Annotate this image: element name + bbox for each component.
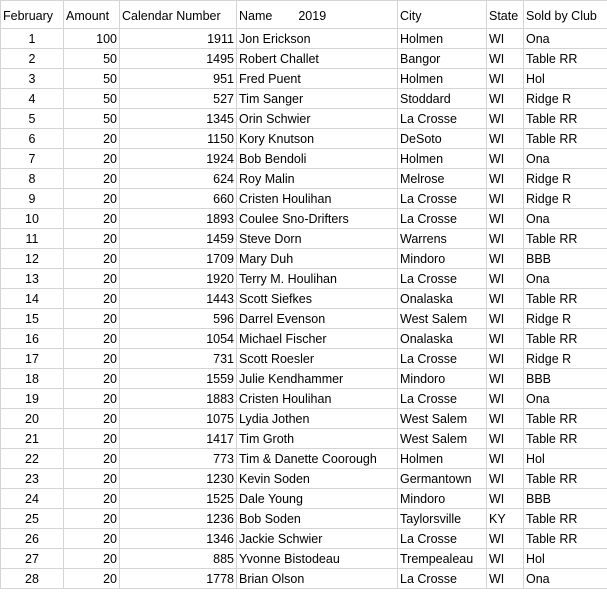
- cell-name[interactable]: Robert Challet: [237, 49, 398, 69]
- table-body: [1, 29, 607, 589]
- cell-city[interactable]: Stoddard: [398, 89, 487, 109]
- cell-state[interactable]: WI: [487, 109, 524, 129]
- cell-calendar-number[interactable]: 1459: [120, 229, 237, 249]
- cell-city[interactable]: Holmen: [398, 149, 487, 169]
- cell-state[interactable]: WI: [487, 309, 524, 329]
- cell-city[interactable]: Mindoro: [398, 369, 487, 389]
- cell-state[interactable]: WI: [487, 229, 524, 249]
- header-row: [1, 1, 607, 29]
- cell-calendar-number[interactable]: 1495: [120, 49, 237, 69]
- cell-calendar-number[interactable]: 885: [120, 549, 237, 569]
- cell-state[interactable]: WI: [487, 389, 524, 409]
- header-amount[interactable]: Amount: [64, 1, 120, 29]
- cell-calendar-number[interactable]: 1346: [120, 529, 237, 549]
- cell-city[interactable]: West Salem: [398, 429, 487, 449]
- cell-sold-by-club[interactable]: Table RR: [524, 409, 607, 429]
- table-row: [1, 369, 607, 389]
- cell-amount[interactable]: 20: [64, 289, 120, 309]
- cell-name[interactable]: Terry M. Houlihan: [237, 269, 398, 289]
- cell-state[interactable]: WI: [487, 189, 524, 209]
- cell-amount[interactable]: 20: [64, 329, 120, 349]
- cell-state[interactable]: WI: [487, 329, 524, 349]
- cell-calendar-number[interactable]: 1924: [120, 149, 237, 169]
- cell-city[interactable]: La Crosse: [398, 389, 487, 409]
- cell-sold-by-club[interactable]: Hol: [524, 69, 607, 89]
- cell-sold-by-club[interactable]: Table RR: [524, 129, 607, 149]
- cell-name[interactable]: Julie Kendhammer: [237, 369, 398, 389]
- cell-state[interactable]: WI: [487, 269, 524, 289]
- header-state[interactable]: State: [487, 1, 524, 29]
- table-row: [1, 249, 607, 269]
- table-row: [1, 449, 607, 469]
- cell-calendar-number[interactable]: 1075: [120, 409, 237, 429]
- cell-city[interactable]: La Crosse: [398, 209, 487, 229]
- table-row: [1, 89, 607, 109]
- table-row: [1, 569, 607, 589]
- cell-sold-by-club[interactable]: Ona: [524, 389, 607, 409]
- table-row: [1, 149, 607, 169]
- cell-city[interactable]: West Salem: [398, 309, 487, 329]
- cell-amount[interactable]: 20: [64, 149, 120, 169]
- table-row: [1, 29, 607, 49]
- cell-state[interactable]: KY: [487, 509, 524, 529]
- cell-name[interactable]: Orin Schwier: [237, 109, 398, 129]
- cell-city[interactable]: Holmen: [398, 29, 487, 49]
- cell-sold-by-club[interactable]: Table RR: [524, 429, 607, 449]
- cell-amount[interactable]: 20: [64, 409, 120, 429]
- cell-name[interactable]: Coulee Sno-Drifters: [237, 209, 398, 229]
- cell-city[interactable]: Taylorsville: [398, 509, 487, 529]
- cell-state[interactable]: WI: [487, 469, 524, 489]
- cell-state[interactable]: WI: [487, 369, 524, 389]
- cell-amount[interactable]: 20: [64, 449, 120, 469]
- table-row: [1, 509, 607, 529]
- cell-state[interactable]: WI: [487, 149, 524, 169]
- cell-name[interactable]: Kevin Soden: [237, 469, 398, 489]
- cell-name[interactable]: Scott Siefkes: [237, 289, 398, 309]
- cell-calendar-number[interactable]: 1054: [120, 329, 237, 349]
- cell-amount[interactable]: 20: [64, 389, 120, 409]
- cell-city[interactable]: West Salem: [398, 409, 487, 429]
- cell-city[interactable]: La Crosse: [398, 529, 487, 549]
- cell-sold-by-club[interactable]: Table RR: [524, 509, 607, 529]
- cell-sold-by-club[interactable]: Table RR: [524, 49, 607, 69]
- cell-february[interactable]: 21: [1, 429, 64, 449]
- cell-february[interactable]: 12: [1, 249, 64, 269]
- cell-city[interactable]: DeSoto: [398, 129, 487, 149]
- cell-sold-by-club[interactable]: Ona: [524, 29, 607, 49]
- cell-sold-by-club[interactable]: Hol: [524, 449, 607, 469]
- cell-amount[interactable]: 20: [64, 429, 120, 449]
- cell-sold-by-club[interactable]: Ona: [524, 149, 607, 169]
- cell-amount[interactable]: 20: [64, 369, 120, 389]
- cell-sold-by-club[interactable]: Ona: [524, 269, 607, 289]
- cell-sold-by-club[interactable]: Table RR: [524, 229, 607, 249]
- cell-calendar-number[interactable]: 1417: [120, 429, 237, 449]
- cell-calendar-number[interactable]: 527: [120, 89, 237, 109]
- cell-february[interactable]: 6: [1, 129, 64, 149]
- cell-amount[interactable]: 50: [64, 69, 120, 89]
- cell-february[interactable]: 17: [1, 349, 64, 369]
- cell-calendar-number[interactable]: 731: [120, 349, 237, 369]
- cell-name[interactable]: Lydia Jothen: [237, 409, 398, 429]
- cell-city[interactable]: Warrens: [398, 229, 487, 249]
- cell-amount[interactable]: 20: [64, 569, 120, 589]
- cell-name[interactable]: Tim & Danette Coorough: [237, 449, 398, 469]
- cell-state[interactable]: WI: [487, 169, 524, 189]
- table-row: [1, 329, 607, 349]
- cell-amount[interactable]: 20: [64, 529, 120, 549]
- cell-calendar-number[interactable]: 1709: [120, 249, 237, 269]
- cell-calendar-number[interactable]: 624: [120, 169, 237, 189]
- cell-amount[interactable]: 20: [64, 129, 120, 149]
- cell-calendar-number[interactable]: 1778: [120, 569, 237, 589]
- cell-amount[interactable]: 20: [64, 269, 120, 289]
- cell-february[interactable]: 3: [1, 69, 64, 89]
- cell-amount[interactable]: 20: [64, 349, 120, 369]
- table-row: [1, 389, 607, 409]
- cell-name[interactable]: Darrel Evenson: [237, 309, 398, 329]
- cell-amount[interactable]: 20: [64, 309, 120, 329]
- cell-state[interactable]: WI: [487, 289, 524, 309]
- table-row: [1, 169, 607, 189]
- cell-amount[interactable]: 20: [64, 189, 120, 209]
- cell-february[interactable]: 22: [1, 449, 64, 469]
- cell-city[interactable]: Mindoro: [398, 489, 487, 509]
- cell-state[interactable]: WI: [487, 69, 524, 89]
- cell-state[interactable]: WI: [487, 349, 524, 369]
- cell-sold-by-club[interactable]: Table RR: [524, 289, 607, 309]
- cell-calendar-number[interactable]: 1893: [120, 209, 237, 229]
- cell-state[interactable]: WI: [487, 529, 524, 549]
- cell-calendar-number[interactable]: 1345: [120, 109, 237, 129]
- table-row: [1, 49, 607, 69]
- table-row: [1, 289, 607, 309]
- cell-city[interactable]: Holmen: [398, 69, 487, 89]
- cell-february[interactable]: 9: [1, 189, 64, 209]
- cell-february[interactable]: 1: [1, 29, 64, 49]
- cell-sold-by-club[interactable]: Table RR: [524, 529, 607, 549]
- header-calendar-number[interactable]: Calendar Number: [120, 1, 237, 29]
- cell-name[interactable]: Jackie Schwier: [237, 529, 398, 549]
- cell-amount[interactable]: 20: [64, 209, 120, 229]
- cell-sold-by-club[interactable]: Table RR: [524, 469, 607, 489]
- cell-state[interactable]: WI: [487, 409, 524, 429]
- cell-city[interactable]: Bangor: [398, 49, 487, 69]
- cell-name[interactable]: Tim Sanger: [237, 89, 398, 109]
- cell-february[interactable]: 28: [1, 569, 64, 589]
- cell-name[interactable]: Bob Bendoli: [237, 149, 398, 169]
- cell-name[interactable]: Roy Malin: [237, 169, 398, 189]
- cell-calendar-number[interactable]: 660: [120, 189, 237, 209]
- cell-calendar-number[interactable]: 1230: [120, 469, 237, 489]
- cell-amount[interactable]: 20: [64, 549, 120, 569]
- cell-city[interactable]: Onalaska: [398, 289, 487, 309]
- cell-state[interactable]: WI: [487, 249, 524, 269]
- cell-amount[interactable]: 20: [64, 489, 120, 509]
- table-row: [1, 489, 607, 509]
- cell-amount[interactable]: 50: [64, 49, 120, 69]
- cell-name[interactable]: Michael Fischer: [237, 329, 398, 349]
- header-city[interactable]: City: [398, 1, 487, 29]
- cell-february[interactable]: 18: [1, 369, 64, 389]
- header-sold-by-club[interactable]: Sold by Club: [524, 1, 607, 29]
- cell-calendar-number[interactable]: 1883: [120, 389, 237, 409]
- cell-calendar-number[interactable]: 1911: [120, 29, 237, 49]
- cell-sold-by-club[interactable]: Table RR: [524, 109, 607, 129]
- cell-city[interactable]: Holmen: [398, 449, 487, 469]
- header-year: 2019: [298, 9, 327, 23]
- cell-city[interactable]: Germantown: [398, 469, 487, 489]
- cell-february[interactable]: 4: [1, 89, 64, 109]
- cell-february[interactable]: 10: [1, 209, 64, 229]
- table-row: [1, 549, 607, 569]
- cell-calendar-number[interactable]: 1236: [120, 509, 237, 529]
- cell-city[interactable]: Mindoro: [398, 249, 487, 269]
- table-row: [1, 529, 607, 549]
- cell-city[interactable]: La Crosse: [398, 349, 487, 369]
- cell-name[interactable]: Kory Knutson: [237, 129, 398, 149]
- cell-amount[interactable]: 20: [64, 229, 120, 249]
- header-february[interactable]: February: [1, 1, 64, 29]
- cell-name[interactable]: Fred Puent: [237, 69, 398, 89]
- cell-february[interactable]: 11: [1, 229, 64, 249]
- cell-name[interactable]: Scott Roesler: [237, 349, 398, 369]
- cell-february[interactable]: 8: [1, 169, 64, 189]
- cell-amount[interactable]: 100: [64, 29, 120, 49]
- cell-sold-by-club[interactable]: Ridge R: [524, 169, 607, 189]
- cell-city[interactable]: Onalaska: [398, 329, 487, 349]
- table-row: [1, 109, 607, 129]
- cell-name[interactable]: Mary Duh: [237, 249, 398, 269]
- cell-name[interactable]: Yvonne Bistodeau: [237, 549, 398, 569]
- cell-name[interactable]: Cristen Houlihan: [237, 189, 398, 209]
- table-row: [1, 349, 607, 369]
- cell-state[interactable]: WI: [487, 89, 524, 109]
- table-row: [1, 129, 607, 149]
- cell-state[interactable]: WI: [487, 449, 524, 469]
- cell-city[interactable]: La Crosse: [398, 109, 487, 129]
- cell-name[interactable]: Brian Olson: [237, 569, 398, 589]
- cell-february[interactable]: 14: [1, 289, 64, 309]
- cell-name[interactable]: Bob Soden: [237, 509, 398, 529]
- cell-sold-by-club[interactable]: Ona: [524, 569, 607, 589]
- table-row: [1, 469, 607, 489]
- cell-state[interactable]: WI: [487, 129, 524, 149]
- cell-calendar-number[interactable]: 1150: [120, 129, 237, 149]
- cell-calendar-number[interactable]: 596: [120, 309, 237, 329]
- cell-february[interactable]: 23: [1, 469, 64, 489]
- cell-name[interactable]: Cristen Houlihan: [237, 389, 398, 409]
- cell-sold-by-club[interactable]: BBB: [524, 489, 607, 509]
- cell-sold-by-club[interactable]: Ridge R: [524, 349, 607, 369]
- cell-calendar-number[interactable]: 951: [120, 69, 237, 89]
- cell-amount[interactable]: 20: [64, 249, 120, 269]
- cell-calendar-number[interactable]: 1920: [120, 269, 237, 289]
- cell-state[interactable]: WI: [487, 29, 524, 49]
- cell-state[interactable]: WI: [487, 489, 524, 509]
- table-row: [1, 429, 607, 449]
- cell-february[interactable]: 27: [1, 549, 64, 569]
- cell-sold-by-club[interactable]: Ridge R: [524, 89, 607, 109]
- cell-sold-by-club[interactable]: Ona: [524, 209, 607, 229]
- cell-amount[interactable]: 50: [64, 109, 120, 129]
- cell-february[interactable]: 19: [1, 389, 64, 409]
- cell-february[interactable]: 26: [1, 529, 64, 549]
- cell-february[interactable]: 7: [1, 149, 64, 169]
- cell-february[interactable]: 13: [1, 269, 64, 289]
- cell-state[interactable]: WI: [487, 209, 524, 229]
- cell-sold-by-club[interactable]: BBB: [524, 249, 607, 269]
- cell-calendar-number[interactable]: 1559: [120, 369, 237, 389]
- table-row: [1, 69, 607, 89]
- cell-state[interactable]: WI: [487, 49, 524, 69]
- header-name-cell[interactable]: [237, 1, 398, 29]
- table-row: [1, 229, 607, 249]
- cell-sold-by-club[interactable]: Hol: [524, 549, 607, 569]
- cell-city[interactable]: La Crosse: [398, 269, 487, 289]
- table-row: [1, 209, 607, 229]
- cell-february[interactable]: 24: [1, 489, 64, 509]
- cell-name[interactable]: Tim Groth: [237, 429, 398, 449]
- table-row: [1, 189, 607, 209]
- cell-sold-by-club[interactable]: Table RR: [524, 329, 607, 349]
- cell-february[interactable]: 15: [1, 309, 64, 329]
- cell-february[interactable]: 25: [1, 509, 64, 529]
- cell-calendar-number[interactable]: 1443: [120, 289, 237, 309]
- cell-state[interactable]: WI: [487, 429, 524, 449]
- cell-sold-by-club[interactable]: Ridge R: [524, 189, 607, 209]
- cell-february[interactable]: 5: [1, 109, 64, 129]
- cell-city[interactable]: La Crosse: [398, 189, 487, 209]
- cell-february[interactable]: 20: [1, 409, 64, 429]
- cell-sold-by-club[interactable]: BBB: [524, 369, 607, 389]
- cell-amount[interactable]: 20: [64, 469, 120, 489]
- table-row: [1, 309, 607, 329]
- cell-calendar-number[interactable]: 773: [120, 449, 237, 469]
- cell-state[interactable]: WI: [487, 549, 524, 569]
- header-name: Name: [239, 9, 273, 23]
- cell-amount[interactable]: 20: [64, 169, 120, 189]
- cell-calendar-number[interactable]: 1525: [120, 489, 237, 509]
- cell-name[interactable]: Steve Dorn: [237, 229, 398, 249]
- cell-sold-by-club[interactable]: Ridge R: [524, 309, 607, 329]
- cell-february[interactable]: 2: [1, 49, 64, 69]
- cell-name[interactable]: Jon Erickson: [237, 29, 398, 49]
- cell-name[interactable]: Dale Young: [237, 489, 398, 509]
- cell-city[interactable]: Trempealeau: [398, 549, 487, 569]
- cell-city[interactable]: Melrose: [398, 169, 487, 189]
- cell-amount[interactable]: 20: [64, 509, 120, 529]
- cell-february[interactable]: 16: [1, 329, 64, 349]
- cell-state[interactable]: WI: [487, 569, 524, 589]
- cell-amount[interactable]: 50: [64, 89, 120, 109]
- cell-city[interactable]: La Crosse: [398, 569, 487, 589]
- table-row: [1, 269, 607, 289]
- table-row: [1, 409, 607, 429]
